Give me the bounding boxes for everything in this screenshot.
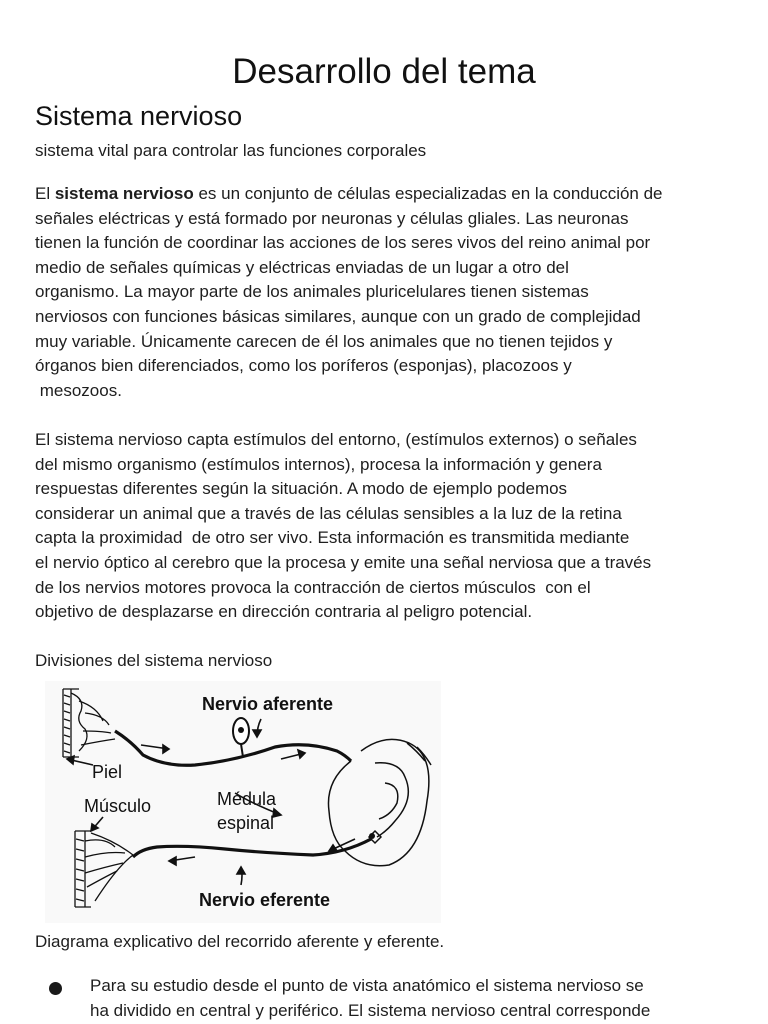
afferent-nerve-label: Nervio aferente (202, 694, 334, 714)
ganglion-nucleus (238, 727, 244, 733)
spinal-cord-label-line1: Médula (217, 789, 277, 809)
efferent-nerve-label: Nervio eferente (199, 890, 331, 910)
paragraph-definition (35, 182, 735, 403)
paragraph-line: objetivo de desplazarse en dirección contraria al peligro potencial. (35, 602, 533, 622)
bullet-text (90, 974, 650, 1023)
paragraph-line: muy variable. Únicamente carecen de él los animales que no tienen tejidos y (35, 331, 613, 351)
muscle-label: Músculo (84, 796, 152, 816)
diagram-caption: Diagrama explicativo del recorrido aferente y eferente. (35, 932, 445, 951)
paragraph-prefix: El (35, 184, 55, 203)
paragraph-line: El sistema nervioso capta estímulos del entorno, (estímulos externos) o señales (35, 430, 637, 449)
paragraph-line (35, 182, 735, 207)
paragraph-function (35, 428, 735, 625)
paragraph-line: tienen la función de coordinar las acciones de los seres vivos del reino animal por (35, 233, 651, 253)
paragraph-line: de los nervios motores provoca la contracción de ciertos músculos con el (35, 577, 591, 597)
paragraph-line: organismo. La mayor parte de los animales pluricelulares tienen sistemas (35, 282, 589, 302)
paragraph-line: el nervio óptico al cerebro que la procesa y emite una señal nerviosa que a través (35, 552, 652, 572)
paragraph-line: órganos bien diferenciados, como los poríferos (esponjas), placozoos y (35, 356, 572, 376)
bullet-line: ha dividido en central y periférico. El sistema nervioso central corresponde (90, 1000, 651, 1020)
reflex-arc-diagram (45, 681, 441, 923)
paragraph-line: capta la proximidad de otro ser vivo. Esta información es transmitida mediante (35, 528, 630, 548)
bullet-line: Para su estudio desde el punto de vista anatómico el sistema nervioso se (90, 976, 644, 995)
paragraph-line: nerviosos con funciones básicas similares, aunque con un grado de complejidad (35, 306, 641, 326)
bullet-dot-icon (49, 982, 62, 995)
bold-term: sistema nervioso (54, 184, 194, 203)
page-title: Desarrollo del tema (232, 52, 536, 91)
skin-label: Piel (92, 762, 123, 782)
section-heading: Sistema nervioso (35, 101, 243, 131)
spinal-cord-label-line2: espinal (217, 813, 275, 833)
paragraph-line: mesozoos. (35, 380, 122, 400)
paragraph-line: respuestas diferentes según la situación. A modo de ejemplo podemos (35, 479, 568, 499)
paragraph-line: considerar un animal que a través de las células sensibles a la luz de la retina (35, 503, 622, 523)
paragraph-line: señales eléctricas y está formado por neuronas y células gliales. Las neuronas (35, 208, 629, 228)
paragraph-line: medio de señales químicas y eléctricas enviadas de un lugar a otro del (35, 257, 569, 277)
section-subtitle: sistema vital para controlar las funciones corporales (35, 141, 427, 160)
paragraph-line: del mismo organismo (estímulos internos), procesa la información y genera (35, 454, 602, 474)
divisions-caption: Divisiones del sistema nervioso (35, 651, 273, 670)
paragraph-line-rest: es un conjunto de células especializadas en la conducción de (193, 184, 663, 203)
